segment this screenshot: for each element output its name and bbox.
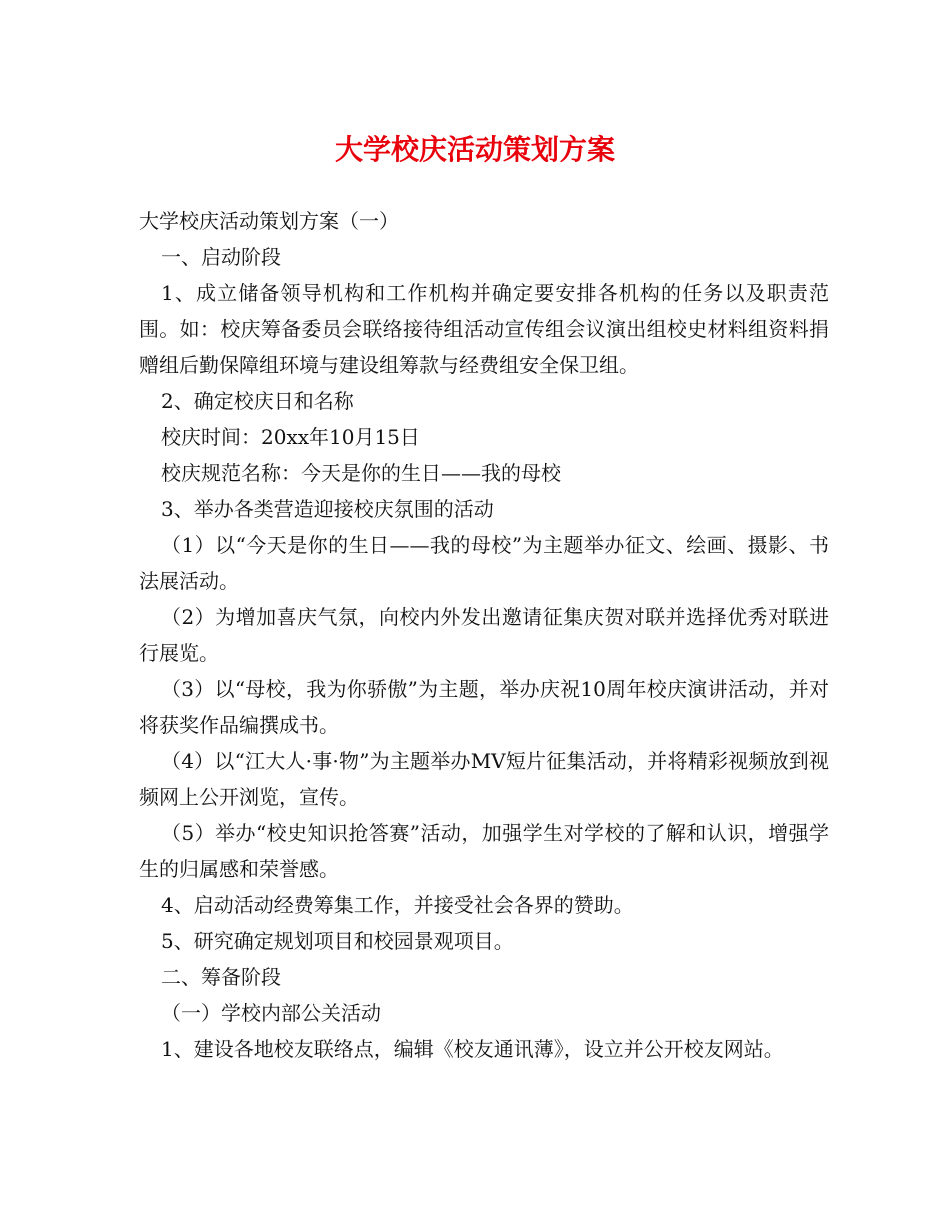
paragraph: 校庆时间：20xx年10月15日 bbox=[161, 425, 420, 449]
paragraph: （1）以“今天是你的生日——我的母校”为主题举办征文、绘画、摄影、书法展活动。 bbox=[139, 533, 829, 593]
paragraph: 2、确定校庆日和名称 bbox=[161, 389, 354, 413]
paragraph: （一）学校内部公关活动 bbox=[161, 1001, 381, 1025]
paragraph: （3）以“母校，我为你骄傲”为主题，举办庆祝10周年校庆演讲活动，并对将获奖作品编撰成书。 bbox=[139, 677, 829, 737]
paragraph: （5）举办“校史知识抢答赛”活动，加强学生对学校的了解和认识，增强学生的归属感和荣誉感。 bbox=[139, 821, 829, 881]
paragraph: 校庆规范名称：今天是你的生日——我的母校 bbox=[161, 461, 561, 485]
paragraph: 5、研究确定规划项目和校园景观项目。 bbox=[161, 929, 514, 953]
paragraph: 3、举办各类营造迎接校庆氛围的活动 bbox=[161, 497, 494, 521]
paragraph: 4、启动活动经费筹集工作，并接受社会各界的赞助。 bbox=[161, 893, 634, 917]
paragraph-section-heading: 一、启动阶段 bbox=[161, 245, 281, 269]
paragraph: 1、建设各地校友联络点，编辑《校友通讯薄》，设立并公开校友网站。 bbox=[161, 1037, 784, 1061]
paragraph: 1、成立储备领导机构和工作机构并确定要安排各机构的任务以及职责范围。如：校庆筹备委员会联络接待组活动宣传组会议演出组校史材料组资料捐赠组后勤保障组环境与建设组筹款与经费组安全保卫组。 bbox=[139, 281, 829, 377]
paragraph-section-heading: 二、筹备阶段 bbox=[161, 965, 281, 989]
document-title: 大学校庆活动策划方案 bbox=[334, 133, 615, 166]
paragraph-subtitle: 大学校庆活动策划方案（一） bbox=[139, 209, 399, 233]
paragraph: （4）以“江大人·事·物”为主题举办MV短片征集活动，并将精彩视频放到视频网上公开浏览，宣传。 bbox=[139, 749, 829, 809]
document-body bbox=[139, 203, 829, 1067]
paragraph: （2）为增加喜庆气氛，向校内外发出邀请征集庆贺对联并选择优秀对联进行展览。 bbox=[139, 605, 829, 665]
